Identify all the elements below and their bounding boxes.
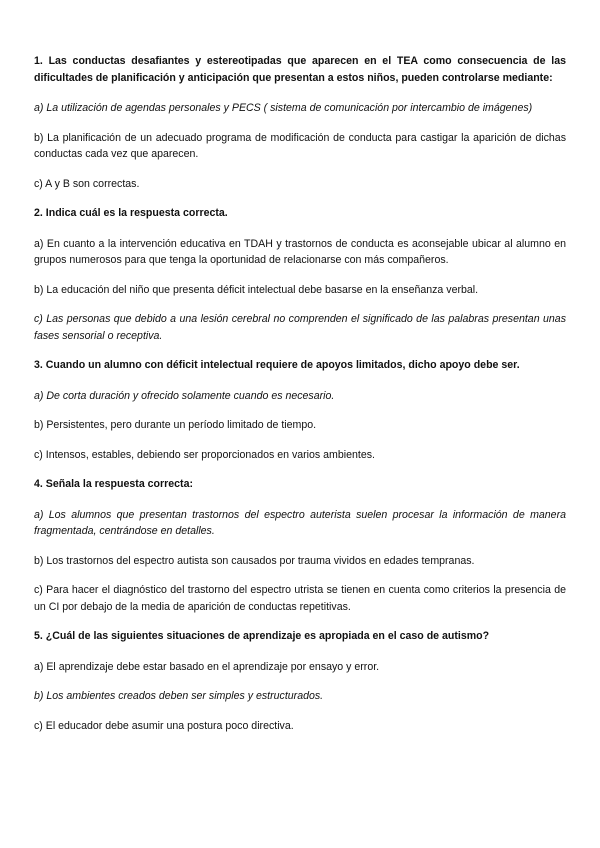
- question-2-option-b: b) La educación del niño que presenta déficit intelectual debe basarse en la enseñanza verbal.: [34, 283, 479, 296]
- question-2-text: 2. Indica cuál es la respuesta correcta.: [34, 207, 228, 219]
- question-2-option-a: a) En cuanto a la intervención educativa en TDAH y trastornos de conducta es aconsejable ubicar al alumno en grupos numerosos para que tenga la oportunidad de relacionarse con más compañeros.: [34, 237, 566, 266]
- question-4-text: 4. Señala la respuesta correcta:: [34, 478, 193, 490]
- question-5-option-a: a) El aprendizaje debe estar basado en el aprendizaje por ensayo y error.: [34, 660, 380, 673]
- question-3-option-a: a) De corta duración y ofrecido solamente cuando es necesario.: [34, 389, 335, 402]
- question-1-option-c: c) A y B son correctas.: [34, 177, 140, 190]
- question-4-option-c: c) Para hacer el diagnóstico del trastorno del espectro utrista se tienen en cuenta como criterios la presencia de un CI por debajo de la media de aparición de conductas repetitivas.: [34, 584, 566, 613]
- question-5-option-b: b) Los ambientes creados deben ser simples y estructurados.: [34, 690, 324, 702]
- question-3-option-c: c) Intensos, estables, debiendo ser proporcionados en varios ambientes.: [34, 448, 375, 461]
- question-3-option-b: b) Persistentes, pero durante un período limitado de tiempo.: [34, 419, 317, 431]
- question-3-text: 3. Cuando un alumno con déficit intelectual requiere de apoyos limitados, dicho apoyo debe ser.: [34, 359, 520, 371]
- question-block-5: [34, 628, 566, 734]
- question-5-text: 5. ¿Cuál de las siguientes situaciones de aprendizaje es apropiada en el caso de autismo?: [34, 630, 490, 642]
- question-2-option-c: c) Las personas que debido a una lesión cerebral no comprenden el significado de las palabras presentan unas fases sensorial o receptiva.: [34, 313, 566, 342]
- question-4-option-b: b) Los trastornos del espectro autista son causados por trauma vividos en edades tempranas.: [34, 554, 475, 567]
- question-1-option-a: a) La utilización de agendas personales y PECS ( sistema de comunicación por intercambio de imágenes): [34, 102, 533, 114]
- question-block-2: [34, 205, 566, 344]
- question-block-1: [34, 53, 566, 192]
- question-1-text: 1. Las conductas desafiantes y estereotipadas que aparecen en el TEA como consecuencia de las dificultades de planificación y anticipación que presentan a estos niños, pueden controlarse mediante:: [34, 55, 566, 84]
- question-block-3: [34, 357, 566, 463]
- quiz-content: [34, 53, 566, 747]
- question-4-option-a: a) Los alumnos que presentan trastornos del espectro auterista suelen procesar la información de manera fragmentada, centrándose en detalles.: [34, 508, 566, 537]
- question-block-4: [34, 476, 566, 615]
- question-1-option-b: b) La planificación de un adecuado programa de modificación de conducta para castigar la aparición de dichas conductas cada vez que aparecen.: [34, 131, 566, 160]
- question-5-option-c: c) El educador debe asumir una postura poco directiva.: [34, 719, 294, 732]
